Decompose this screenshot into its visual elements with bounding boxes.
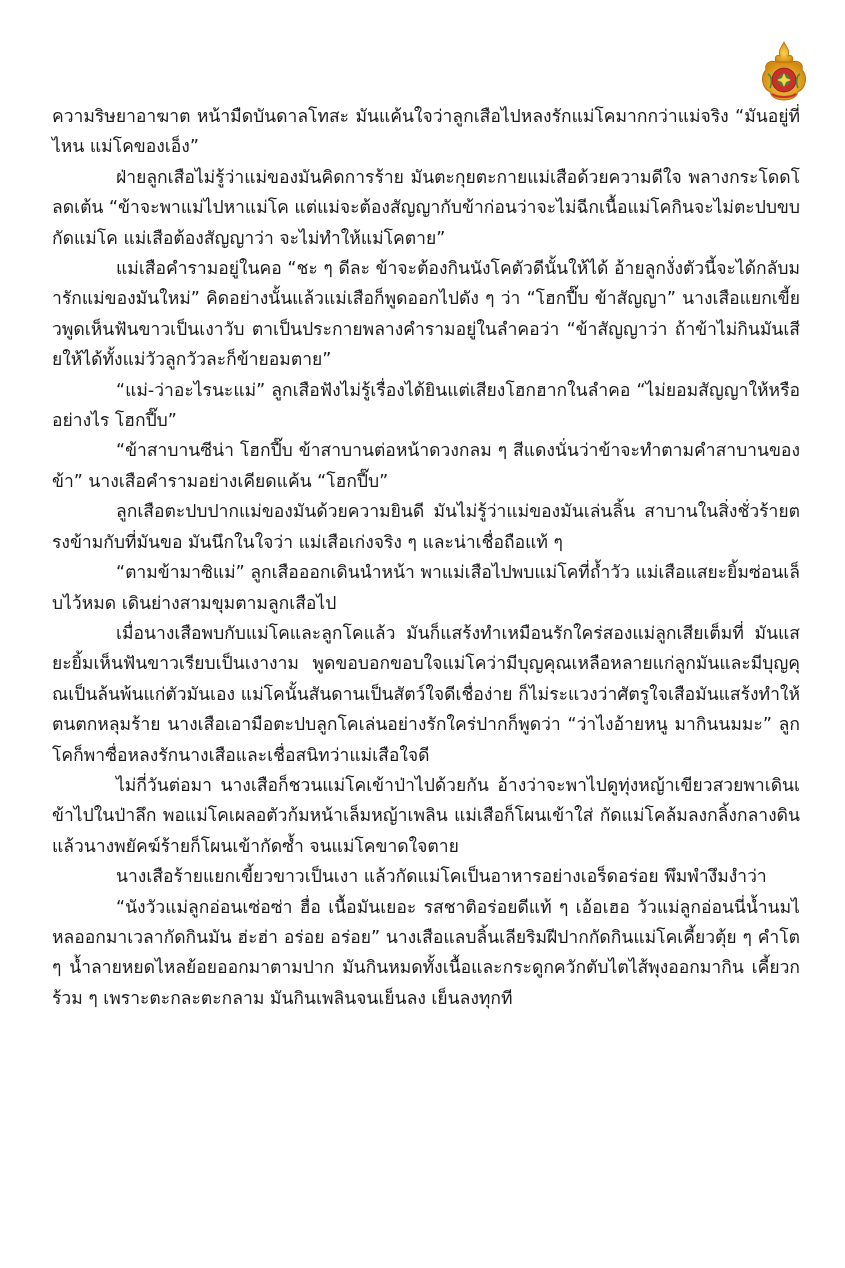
paragraph: ฝ่ายลูกเสือไม่รู้ว่าแม่ของมันคิดการร้าย มันตะกุยตะกายแม่เสือด้วยความดีใจ พลางกระโดดโลดเต้น “ข้าจะพาแม่ไปหาแม่โค แต่แม่จะต้องสัญญากับข้าก่อนว่าจะไม่ฉีกเนื้อแม่โคกินจะไม่ตะปบขบกัดแม่โค แม่เสือต้องสัญญาว่า จะไม่ทำให้แม่โคตาย” xyxy=(52,167,800,249)
paragraph: “ข้าสาบานซีน่า โฮกปี๊บ ข้าสาบานต่อหน้าดวงกลม ๆ สีแดงนั่นว่าข้าจะทำตามคำสาบานของข้า” นางเสือคำรามอย่างเคียดแค้น “โฮกปี๊บ” xyxy=(52,441,800,492)
paragraph: เมื่อนางเสือพบกับแม่โคและลูกโคแล้ว มันก็แสร้งทำเหมือนรักใคร่สองแม่ลูกเสียเต็มที่ มันแสยะยิ้มเห็นฟันขาวเรียบเป็นเงางาม พูดขอบอกขอบใจแม่โคว่ามีบุญคุณเหลือหลายแก่ลูกมันและมีบุญคุณเป็นล้นพ้นแก่ตัวมันเอง แม่โคนั้นสันดานเป็นสัตว์ใจดีเชื่อง่าย ก็ไม่ระแวงว่าศัตรูใจเสือมันแสร้งทำให้ตนตกหลุมร้าย นางเสือเอามือตะปบลูกโคเล่นอย่างรักใคร่ปากก็พูดว่า “ว่าไงอ้ายหนู มากินนมมะ” ลูกโคก็พาซื่อหลงรักนางเสือและเชื่อสนิทว่าแม่เสือใจดี xyxy=(52,623,800,766)
paragraph: ความริษยาอาฆาต หน้ามืดบันดาลโทสะ มันแค้นใจว่าลูกเสือไปหลงรักแม่โคมากกว่าแม่จริง “มันอยู่ที่ไหน แม่โคของเอ็ง” xyxy=(52,107,800,158)
story-text xyxy=(52,102,800,1014)
paragraph: แม่เสือคำรามอยู่ในคอ “ชะ ๆ ดีละ ข้าจะต้องกินนังโคตัวดีนั้นให้ได้ อ้ายลูกงั่งตัวนี้จะได้กลับมารักแม่ของมันใหม่” คิดอย่างนั้นแล้วแม่เสือก็พูดออกไปดัง ๆ ว่า “โฮกปี๊บ ข้าสัญญา” นางเสือแยกเขี้ยวพูดเห็นฟันขาวเป็นเงาวับ ตาเป็นประกายพลางคำรามอยู่ในลำคอว่า “ข้าสัญญาว่า ถ้าข้าไม่กินมันเสียให้ได้ทั้งแม่วัวลูกวัวละก็ข้ายอมตาย” xyxy=(52,259,800,371)
paragraph: ไม่กี่วันต่อมา นางเสือก็ชวนแม่โคเข้าป่าไปด้วยกัน อ้างว่าจะพาไปดูทุ่งหญ้าเขียวสวยพาเดินเข้าไปในป่าลึก พอแม่โคเผลอตัวก้มหน้าเล็มหญ้าเพลิน แม่เสือก็โผนเข้าใส่ กัดแม่โคล้มลงกลิ้งกลางดิน แล้วนางพยัคฆ์ร้ายก็โผนเข้ากัดซ้ำ จนแม่โคขาดใจตาย xyxy=(52,775,800,857)
paragraph: ลูกเสือตะปบปากแม่ของมันด้วยความยินดี มันไม่รู้ว่าแม่ของมันเล่นลิ้น สาบานในสิ่งชั่วร้ายตรงข้ามกับที่มันขอ มันนึกในใจว่า แม่เสือเก่งจริง ๆ และน่าเชื่อถือแท้ ๆ xyxy=(52,502,800,553)
paragraph: นางเสือร้ายแยกเขี้ยวขาวเป็นเงา แล้วกัดแม่โคเป็นอาหารอย่างเอร็ดอร่อย พึมพำงึมงำว่า xyxy=(116,867,767,888)
paragraph: “ตามข้ามาซิแม่” ลูกเสือออกเดินนำหน้า พาแม่เสือไปพบแม่โคที่ถ้ำวัว แม่เสือแสยะยิ้มซ่อนเล็บไว้หมด เดินย่างสามขุมตามลูกเสือไป xyxy=(52,563,800,614)
paragraph: “นังวัวแม่ลูกอ่อนเซ่อซ่า ฮื่อ เนื้อมันเยอะ รสชาติอร่อยดีแท้ ๆ เอ้อเฮอ วัวแม่ลูกอ่อนนี่น้ำนมไหลออกมาเวลากัดกินมัน ฮ่ะฮ่า อร่อย อร่อย” นางเสือแลบลิ้นเลียริมฝีปากกัดกินแม่โคเคี้ยวตุ้ย ๆ คำโต ๆ น้ำลายหยดไหลย้อยออกมาตามปาก มันกินหมดทั้งเนื้อและกระดูกควักตับไตไส้พุงออกมากิน เคี้ยวกร้วม ๆ เพราะตะกละตะกลาม มันกินเพลินจนเย็นลง เย็นลงทุกที xyxy=(52,897,800,1009)
paragraph: “แม่-ว่าอะไรนะแม่” ลูกเสือฟังไม่รู้เรื่องได้ยินแต่เสียงโฮกฮากในลำคอ “ไม่ยอมสัญญาให้หรืออย่างไร โฮกปี๊บ” xyxy=(52,380,800,432)
ministry-emblem-icon xyxy=(758,40,810,102)
